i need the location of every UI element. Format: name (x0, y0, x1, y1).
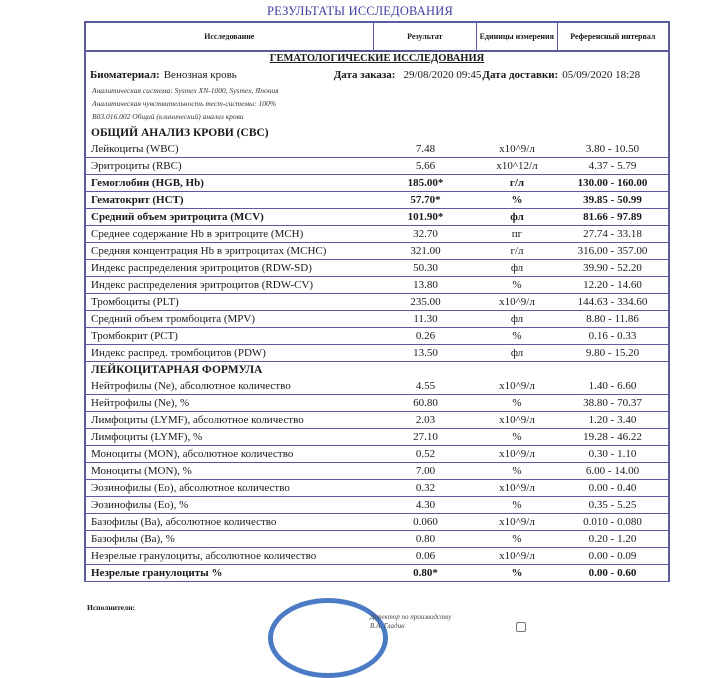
test-unit: г/л (477, 243, 557, 260)
test-unit: % (477, 497, 557, 514)
performers-label: Исполнители: (87, 603, 136, 612)
test-result: 101.90* (374, 209, 477, 226)
test-reference: 12.20 - 14.60 (557, 277, 668, 294)
test-unit: % (477, 192, 557, 209)
column-header-test: Исследование (86, 23, 374, 50)
results-table (84, 21, 670, 582)
test-name: Нейтрофилы (Ne), абсолютное количество (86, 378, 374, 395)
test-name: Индекс распределения эритроцитов (RDW-CV) (86, 277, 374, 294)
results-body (86, 125, 668, 582)
test-reference: 0.16 - 0.33 (557, 328, 668, 345)
test-unit: x10^9/л (477, 141, 557, 158)
table-row (86, 141, 668, 158)
test-reference: 0.00 - 0.09 (557, 548, 668, 565)
test-name: Нейтрофилы (Ne), % (86, 395, 374, 412)
section-title: ГЕМАТОЛОГИЧЕСКИЕ ИССЛЕДОВАНИЯ (269, 53, 485, 64)
table-row (86, 311, 668, 328)
test-result: 13.80 (374, 277, 477, 294)
table-row (86, 378, 668, 395)
test-unit: x10^9/л (477, 548, 557, 565)
test-result: 0.52 (374, 446, 477, 463)
test-reference: 0.35 - 5.25 (557, 497, 668, 514)
table-row (86, 480, 668, 497)
test-name: Лимфоциты (LYMF), % (86, 429, 374, 446)
table-row (86, 260, 668, 277)
test-unit: фл (477, 209, 557, 226)
test-result: 321.00 (374, 243, 477, 260)
group-heading-text: ЛЕЙКОЦИТАРНАЯ ФОРМУЛА (91, 364, 263, 376)
table-row (86, 328, 668, 345)
test-reference: 39.85 - 50.99 (557, 192, 668, 209)
table-row (86, 243, 668, 260)
test-name: Эозинофилы (Eo), абсолютное количество (86, 480, 374, 497)
test-reference: 38.80 - 70.37 (557, 395, 668, 412)
note: B03.016.002 Общий (клинический) анализ крови (92, 112, 244, 121)
test-reference: 8.80 - 11.86 (557, 311, 668, 328)
test-result: 2.03 (374, 412, 477, 429)
test-reference: 0.20 - 1.20 (557, 531, 668, 548)
test-result: 0.80* (374, 565, 477, 582)
test-unit: г/л (477, 175, 557, 192)
table-row (86, 514, 668, 531)
test-unit: x10^12/л (477, 158, 557, 175)
table-row (86, 463, 668, 480)
test-unit: % (477, 429, 557, 446)
test-name: Среднее содержание Hb в эритроците (MCH) (86, 226, 374, 243)
page-title: РЕЗУЛЬТАТЫ ИССЛЕДОВАНИЯ (266, 4, 454, 18)
test-unit: % (477, 328, 557, 345)
test-reference: 81.66 - 97.89 (557, 209, 668, 226)
test-name: Моноциты (MON), абсолютное количество (86, 446, 374, 463)
order-date: 29/08/2020 09:45 (403, 69, 482, 81)
test-reference: 9.80 - 15.20 (557, 345, 668, 362)
test-result: 11.30 (374, 311, 477, 328)
test-reference: 27.74 - 33.18 (557, 226, 668, 243)
table-row (86, 158, 668, 175)
signature-mark (516, 622, 526, 632)
stamp-image (268, 598, 388, 678)
delivery-date: 05/09/2020 18:28 (562, 69, 641, 81)
test-reference: 130.00 - 160.00 (557, 175, 668, 192)
test-result: 5.66 (374, 158, 477, 175)
biomaterial: Венозная кровь (163, 69, 237, 81)
test-name: Базофилы (Ba), абсолютное количество (86, 514, 374, 531)
test-reference: 6.00 - 14.00 (557, 463, 668, 480)
table-row (86, 226, 668, 243)
test-result: 7.48 (374, 141, 477, 158)
test-unit: % (477, 531, 557, 548)
test-name: Незрелые гранулоциты, абсолютное количество (86, 548, 374, 565)
group-heading (86, 362, 668, 379)
sample-meta (86, 66, 668, 84)
test-unit: x10^9/л (477, 446, 557, 463)
table-row (86, 209, 668, 226)
table-row (86, 412, 668, 429)
test-result: 235.00 (374, 294, 477, 311)
test-result: 4.30 (374, 497, 477, 514)
order-date-label: Дата заказа: (333, 69, 396, 81)
biomaterial-label: Биоматериал: (90, 69, 160, 81)
test-name: Гематокрит (HCT) (86, 192, 374, 209)
director-name: В.А. Гладин (370, 622, 405, 630)
test-unit: x10^9/л (477, 514, 557, 531)
table-row (86, 429, 668, 446)
test-unit: фл (477, 345, 557, 362)
column-header-reference: Референсный интервал (570, 32, 656, 41)
note: Аналитическая чувствительность тест-системы: 100% (92, 99, 276, 108)
test-name: Средний объем тромбоцита (MPV) (86, 311, 374, 328)
test-result: 0.32 (374, 480, 477, 497)
test-unit: x10^9/л (477, 378, 557, 395)
test-unit: x10^9/л (477, 412, 557, 429)
test-unit: % (477, 565, 557, 582)
test-result: 0.060 (374, 514, 477, 531)
test-reference: 0.00 - 0.60 (557, 565, 668, 582)
director-title: Директор по производству (370, 613, 452, 621)
test-result: 4.55 (374, 378, 477, 395)
table-header (86, 23, 668, 52)
test-unit: % (477, 395, 557, 412)
test-result: 27.10 (374, 429, 477, 446)
table-row (86, 531, 668, 548)
test-reference: 1.40 - 6.60 (557, 378, 668, 395)
group-heading-text: ОБЩИЙ АНАЛИЗ КРОВИ (CBC) (91, 127, 269, 139)
test-unit: фл (477, 260, 557, 277)
test-unit: пг (477, 226, 557, 243)
test-result: 7.00 (374, 463, 477, 480)
director-signature-block (370, 613, 451, 631)
test-result: 0.26 (374, 328, 477, 345)
test-reference: 144.63 - 334.60 (557, 294, 668, 311)
table-row (86, 277, 668, 294)
test-name: Незрелые гранулоциты % (86, 565, 374, 582)
test-result: 0.80 (374, 531, 477, 548)
test-result: 185.00* (374, 175, 477, 192)
table-row (86, 294, 668, 311)
test-reference: 0.010 - 0.080 (557, 514, 668, 531)
test-unit: фл (477, 311, 557, 328)
test-result: 32.70 (374, 226, 477, 243)
test-name: Эозинофилы (Eo), % (86, 497, 374, 514)
test-name: Индекс распред. тромбоцитов (PDW) (86, 345, 374, 362)
test-name: Эритроциты (RBC) (86, 158, 374, 175)
test-unit: % (477, 277, 557, 294)
table-row (86, 192, 668, 209)
test-result: 60.80 (374, 395, 477, 412)
test-unit: % (477, 463, 557, 480)
test-name: Гемоглобин (HGB, Hb) (86, 175, 374, 192)
test-reference: 4.37 - 5.79 (557, 158, 668, 175)
test-result: 57.70* (374, 192, 477, 209)
test-reference: 19.28 - 46.22 (557, 429, 668, 446)
test-reference: 39.90 - 52.20 (557, 260, 668, 277)
test-reference: 316.00 - 357.00 (557, 243, 668, 260)
column-header-units: Единицы измерения (477, 23, 558, 50)
test-reference: 0.30 - 1.10 (557, 446, 668, 463)
test-reference: 1.20 - 3.40 (557, 412, 668, 429)
table-row (86, 395, 668, 412)
test-name: Лимфоциты (LYMF), абсолютное количество (86, 412, 374, 429)
test-name: Лейкоциты (WBC) (86, 141, 374, 158)
table-row (86, 175, 668, 192)
test-name: Тромбоциты (PLT) (86, 294, 374, 311)
test-result: 50.30 (374, 260, 477, 277)
group-heading (86, 125, 668, 141)
test-name: Тромбокрит (PCT) (86, 328, 374, 345)
table-row (86, 565, 668, 582)
test-reference: 3.80 - 10.50 (557, 141, 668, 158)
test-name: Базофилы (Ba), % (86, 531, 374, 548)
test-name: Средний объем эритроцита (MCV) (86, 209, 374, 226)
test-result: 13.50 (374, 345, 477, 362)
test-name: Индекс распределения эритроцитов (RDW-SD) (86, 260, 374, 277)
test-unit: x10^9/л (477, 480, 557, 497)
table-row (86, 345, 668, 362)
note: Аналитическая система: Sysmex XN-1000, Sysmex, Япония (92, 86, 279, 95)
table-row (86, 446, 668, 463)
column-header-result: Результат (374, 23, 477, 50)
test-reference: 0.00 - 0.40 (557, 480, 668, 497)
delivery-date-label: Дата доставки: (482, 69, 559, 81)
test-unit: x10^9/л (477, 294, 557, 311)
test-name: Моноциты (MON), % (86, 463, 374, 480)
table-row (86, 497, 668, 514)
test-name: Средняя концентрация Hb в эритроцитах (MCHC) (86, 243, 374, 260)
test-result: 0.06 (374, 548, 477, 565)
table-row (86, 548, 668, 565)
